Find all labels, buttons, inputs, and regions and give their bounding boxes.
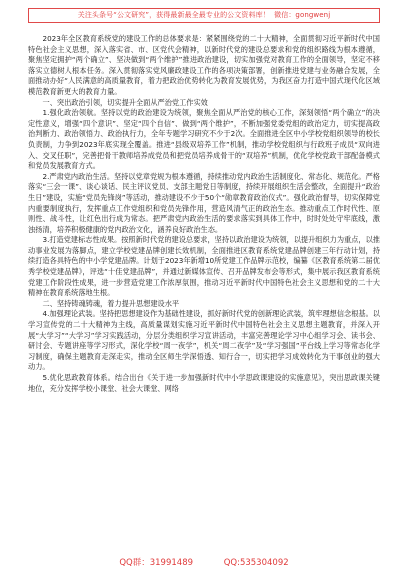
banner-follow-text: 关注头条号“公文研究”，获得最新最全最专业的公文资料库！ [77,11,270,19]
contact-footer [0,556,408,568]
paragraph-theory-study: 4.加强理论武装。坚持把思想建设作为基础性建设，抓好新时代党的创新理论武装，筑牢理想信念根基。以学习宣传党的二十大精神为主线，高质量谋划实施习近平新时代中国特色社会主义思想主题教育，并深入开展“大学习”“大学习”学习实践活动，分层分类组织学习宣讲活动，丰富完善理论学习中心组学习会、读书会、研讨会、专题讲座等学习形式，深化学校“周一夜学”，机关“周二夜学”及“学习强国”平台线上学习等常态化学习制度，确保主题教育走深走实，推动全区师生学深悟透、知行合一，切实把学习成效转化为干事创业的强大动力。 [28,309,380,372]
paragraph-ideological-education: 5.优化思政教育体系。结合出台《关于进一步加强新时代中小学思政课建设的实施意见》，突出思政课关键地位，充分发挥学校小课堂、社会大课堂、网络 [28,373,380,393]
footer-qq-group: QQ群：31991489 [119,558,194,568]
paragraph-party-brand: 3.打造党建标志性成果。按照新时代党的建设总要求，坚持以政治建设为统领，以提升组织力为重点，以推动事业发展为落脚点，建立学校党建品牌创建长效机制，全面推进区教育系统党建品牌创建三年行动计划，持续打造各具特色的中小学党建品牌。计划于2023年新增10所党建工作品牌示范校，编纂《区教育系统第二届优秀学校党建品牌》，评选“十佳党建品牌”，并通过新媒体宣传、召开品牌发布会等形式，集中展示我区教育系统党建工作阶段性成果，进一步营造党建工作浓厚氛围，推动习近平新时代中国特色社会主义思想和党的二十大精神在教育系统落地生根。 [28,235,380,298]
paragraph-political-leadership: 1.强化政治领航。坚持以党的政治建设为统领，聚焦全面从严治党的核心工作，深刻领悟“两个确立”的决定性意义，增强“四个意识”、坚定“四个自信”、做到“两个维护”，不断加强党委党组的政治定力，切实提高政治判断力、政治领悟力、政治执行力，全年专题学习研究不少于2次。全面推进全区中小学校党组织领导的校长负责制，力争到2023年底实现全覆盖。推进“县级双培养工作”机制，推动学校党组织与行政班子成员“双向进入、交叉任职”，完善把骨干教师培养成党员和把党员培养成骨干的“双培养”机制，优化学校党政干部配备模式和党员发展教育方式。 [28,108,380,171]
footer-qq: QQ:535304092 [223,558,289,568]
promo-banner[interactable] [28,8,380,23]
banner-wechat-text: 微信：gongwenj [274,11,331,19]
section-heading-1: 一、突出政治引领，切实提升全面从严治党工作实效 [42,97,208,107]
document-body [28,34,380,394]
section-heading-2: 二、坚持铸魂铸魂，着力提升思想建设水平 [42,298,180,308]
paragraph-party-political-life: 2.严肃党内政治生活。坚持以党章党规为根本遵循，持续推动党内政治生活制度化、常态化、规范化。严格落实“三会一课”、谈心谈话、民主评议党员、支部主题党日等制度，持续开展组织生活会整改，全面提升“政治生日”建设，实施“党员先锋岗”等活动，推动建设不少于50个“勋章教育政治仪式”。强化政治督导，切实保障党内重要制度执行，发挥重点工作党组织和党员先锋作用，营造风清气正的政治生态。推动重点工作时代性、原则性、战斗性，让红色出行成为常态。把严肃党内政治生活的要求落实到具体工作中，时时处处守牢底线，激浊扬清，培养积极健康的党内政治文化，涵养良好政治生态。 [28,171,380,234]
intro-paragraph: 2023年全区教育系统党的建设工作的总体要求是：紧紧围绕党的二十大精神，全面贯彻习近平新时代中国特色社会主义思想，深入落实省、市、区党代会精神，以新时代党的建设总要求和党的组织路线为根本遵循，聚焦坚定拥护“两个确立”、坚决做到“两个维护”推进政治建设，切实加强党对教育工作的全面领导，坚定不移落实立德树人根本任务。深入贯彻落实党风廉政建设工作的各项决策部署，创新推进党建与业务融合发展，全面推动办好“人民满意的高质量教育，着力把政治优势转化为教育发展优势，为我区奋力打造中国式现代化区域模范教育新更大的教育力量。 [28,34,380,96]
